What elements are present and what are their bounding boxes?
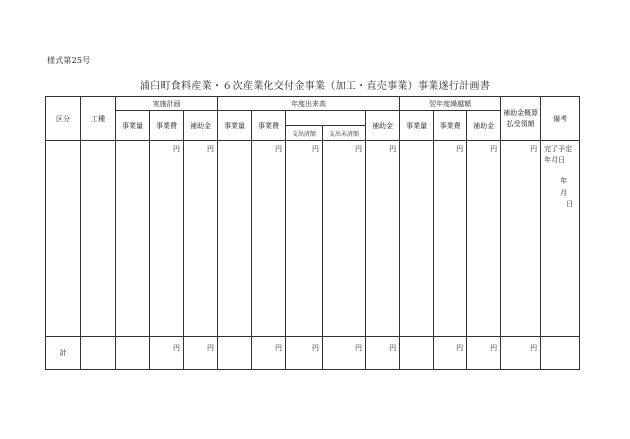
document-title: 浦臼町食料産業・６次産業化交付金事業（加工・直売事業）事業遂行計画書 — [139, 81, 491, 92]
body-work-type-cell — [81, 141, 116, 337]
body-category-cell — [46, 141, 81, 337]
body-unpaid-cell: 円 — [323, 141, 366, 337]
plan-table — [45, 96, 580, 370]
header-perf-subsidy: 補助金 — [366, 111, 400, 141]
remark-day: 日 — [566, 199, 574, 208]
header-carryover-group: 翌年度繰越額 — [400, 97, 501, 111]
header-category: 区分 — [46, 97, 81, 141]
total-perf-quantity-cell — [218, 337, 252, 370]
total-label: 計 — [46, 337, 81, 370]
total-carry-quantity-cell — [400, 337, 434, 370]
remark-date-label: 年月日 — [544, 156, 566, 165]
header-carry-quantity: 事業量 — [400, 111, 434, 141]
form-number: 様式第25号 — [47, 56, 91, 65]
body-carry-cost-cell: 円 — [434, 141, 467, 337]
total-carry-subsidy-cell: 円 — [467, 337, 501, 370]
header-remarks: 備考 — [541, 97, 580, 141]
body-paid-cell: 円 — [286, 141, 323, 337]
body-perf-cost-cell: 円 — [252, 141, 286, 337]
body-carry-quantity-cell — [400, 141, 434, 337]
total-paid-cell: 円 — [286, 337, 323, 370]
remark-completion-label: 完了予定 — [544, 145, 573, 153]
body-plan-quantity-cell — [116, 141, 150, 337]
body-plan-cost-cell: 円 — [150, 141, 184, 337]
total-plan-cost-cell: 円 — [150, 337, 184, 370]
total-remarks-cell — [541, 337, 580, 370]
total-unpaid-cell: 円 — [323, 337, 366, 370]
total-perf-subsidy-cell: 円 — [366, 337, 400, 370]
total-plan-subsidy-cell: 円 — [184, 337, 218, 370]
total-perf-cost-cell: 円 — [252, 337, 286, 370]
body-remarks-cell — [541, 141, 580, 337]
total-subsidy-estimate-cell: 円 — [501, 337, 541, 370]
body-carry-subsidy-cell: 円 — [467, 141, 501, 337]
header-plan-quantity: 事業量 — [116, 111, 150, 141]
header-work-type: 工種 — [81, 97, 116, 141]
body-perf-subsidy-cell: 円 — [366, 141, 400, 337]
total-work-type-cell — [81, 337, 116, 370]
header-perf-cost: 事業費 — [252, 111, 286, 141]
body-subsidy-estimate-cell: 円 — [501, 141, 541, 337]
body-plan-subsidy-cell: 円 — [184, 141, 218, 337]
header-subsidy-estimate: 補助金概算払受領額 — [501, 97, 541, 141]
header-perf-cost-breakdown — [286, 111, 366, 126]
header-plan-group: 実施計画 — [116, 97, 218, 111]
header-carry-cost: 事業費 — [434, 111, 467, 141]
body-perf-quantity-cell — [218, 141, 252, 337]
total-carry-cost-cell: 円 — [434, 337, 467, 370]
header-perf-quantity: 事業量 — [218, 111, 252, 141]
header-plan-subsidy: 補助金 — [184, 111, 218, 141]
header-performance-group: 年度出来高 — [218, 97, 400, 111]
header-carry-subsidy: 補助金 — [467, 111, 501, 141]
header-plan-cost: 事業費 — [150, 111, 184, 141]
remark-year-month: 年 月 — [560, 177, 575, 197]
header-unpaid: 支出未済額 — [323, 126, 366, 141]
header-paid: 支出済額 — [286, 126, 323, 141]
total-plan-quantity-cell — [116, 337, 150, 370]
